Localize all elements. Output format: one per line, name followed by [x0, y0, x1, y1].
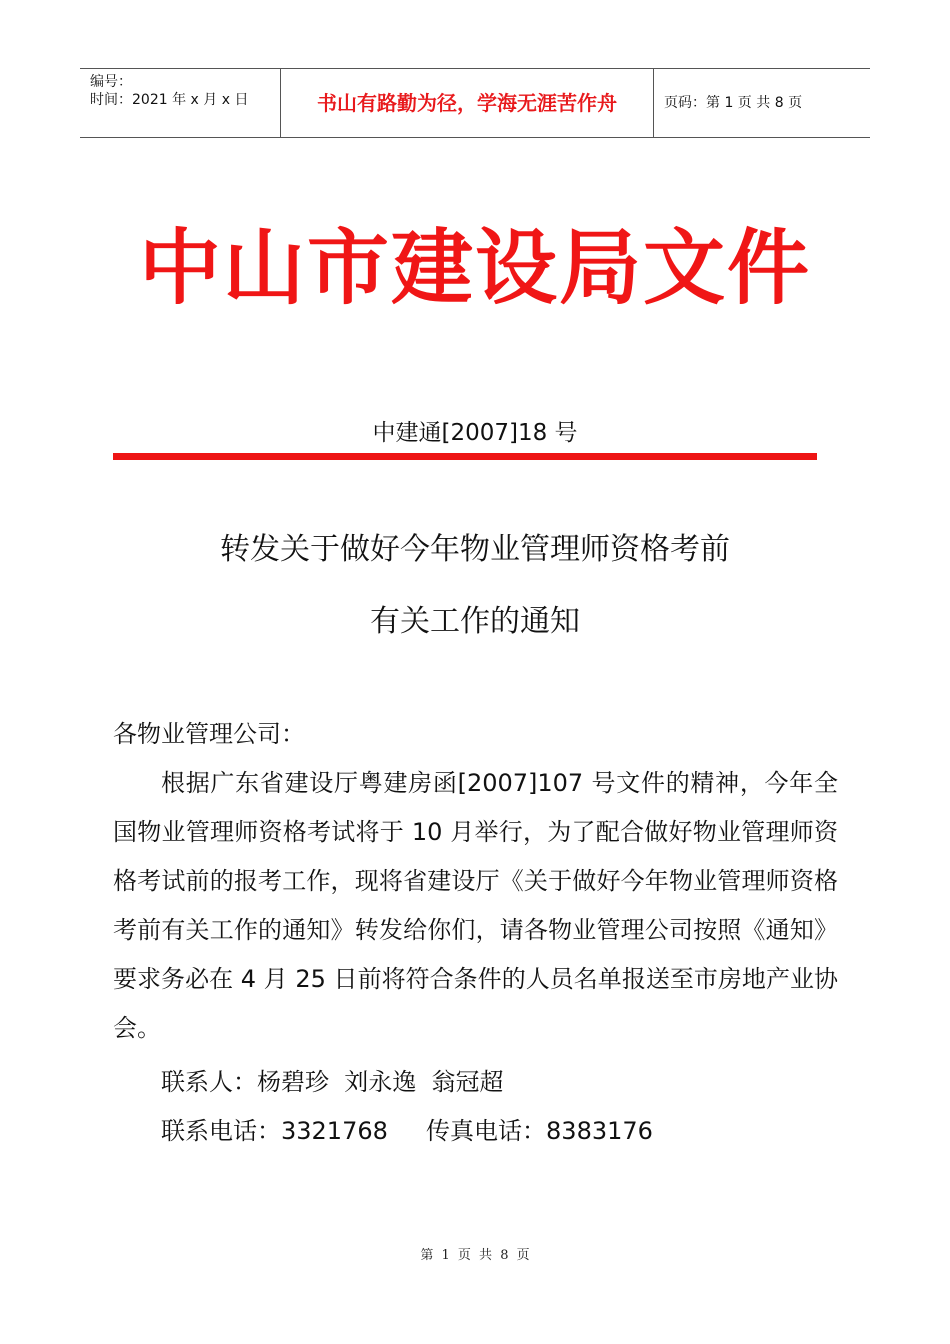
serial-label: 编号：	[90, 74, 132, 90]
salutation: 各物业管理公司：	[113, 720, 305, 748]
masthead-title: 中山市建设局文件	[138, 221, 811, 316]
subject-line-1: 转发关于做好今年物业管理师资格考前	[220, 532, 730, 567]
page-footer: 第 1 页 共 8 页	[420, 1248, 530, 1263]
motto: 书山有路勤为径，学海无涯苦作舟	[281, 69, 654, 137]
subject-line-2: 有关工作的通知	[370, 604, 580, 639]
date-label: 时间：2021 年 x 月 x 日	[90, 92, 249, 108]
page-info: 页码：第 1 页 共 8 页	[664, 95, 803, 111]
header-meta-cell	[80, 69, 281, 137]
contact-phones: 联系电话：3321768 传真电话：8383176	[161, 1117, 653, 1145]
contact-persons: 联系人：杨碧珍 刘永逸 翁冠超	[161, 1068, 504, 1096]
header-table	[80, 68, 870, 138]
red-divider	[113, 453, 817, 460]
document-number: 中建通[2007]18 号	[372, 420, 578, 446]
body-paragraph: 根据广东省建设厅粤建房函[2007]107 号文件的精神，今年全国物业管理师资格考试将于 10 月举行，为了配合做好物业管理师资格考试前的报考工作，现将省建设厅《关于做好今年物业管理师资格考前有关工作的通知》转发给你们，请各物业管理公司按照《通知》要求务必在 4 月 25 日前将符合条件的人员名单报送至市房地产业协会。	[113, 769, 838, 1042]
